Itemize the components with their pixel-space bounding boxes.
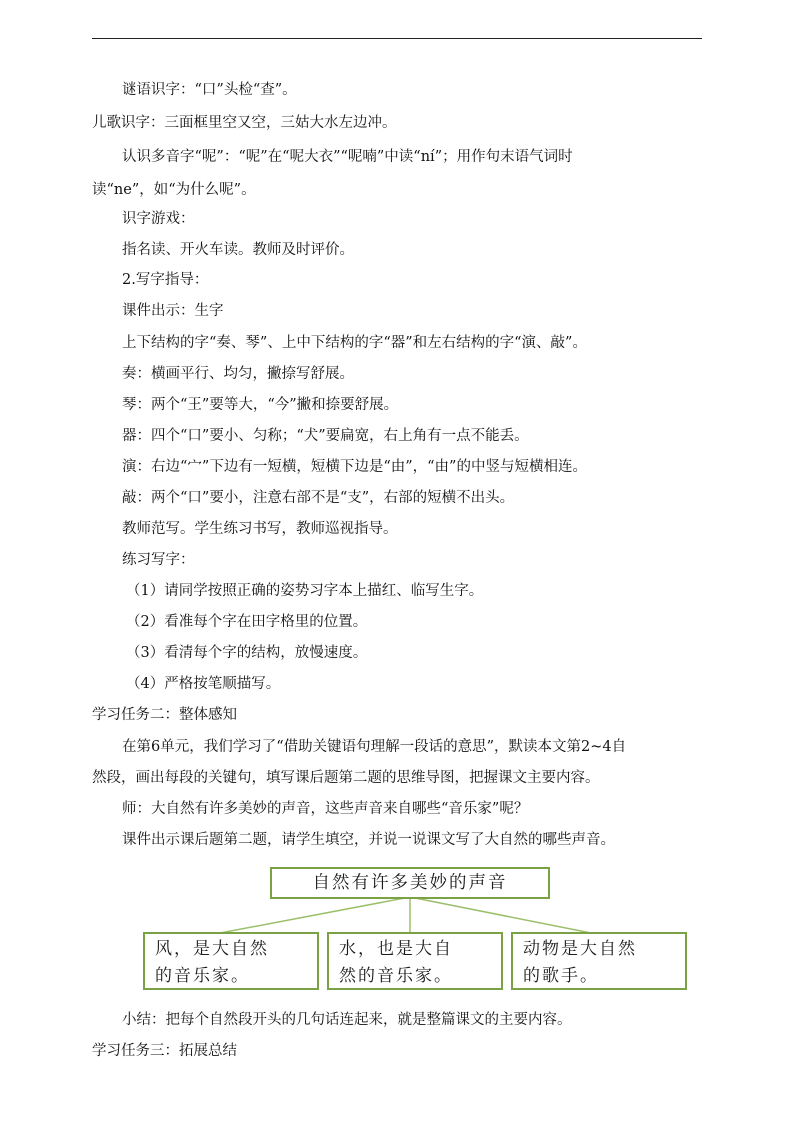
leaf-line: 的歌手。 <box>523 966 599 986</box>
text-line: 教师范写。学生练习书写，教师巡视指导。 <box>122 521 398 537</box>
mind-map-leaf-animals <box>511 932 687 990</box>
mind-map-leaf-water <box>327 932 503 990</box>
text-line: 上下结构的字“奏、琴”、上中下结构的字“器”和左右结构的字“演、敲”。 <box>122 335 587 351</box>
section-heading: 学习任务三：拓展总结 <box>92 1043 237 1059</box>
connector-left <box>215 897 410 934</box>
text-line: （4）严格按笔顺描写。 <box>126 676 281 692</box>
text-line: 认识多音字“呢”：“呢”在“呢大衣”“呢喃”中读“ní”；用作句末语气词时 <box>122 149 573 165</box>
leaf-line: 风，是大自然 <box>155 939 269 959</box>
connector-right <box>410 897 596 934</box>
text-line: 师：大自然有许多美妙的声音，这些声音来自哪些“音乐家”呢？ <box>122 801 529 817</box>
text-line: （2）看准每个字在田字格里的位置。 <box>126 614 368 630</box>
text-line: 课件出示：生字 <box>122 303 224 319</box>
text-line: 儿歌识字：三面框里空又空，三姑大水左边冲。 <box>92 115 397 131</box>
mind-map-root <box>270 867 550 899</box>
text-line: 琴：两个“王”要等大，“今”撇和捺要舒展。 <box>122 397 399 413</box>
leaf-line: 水，也是大自 <box>339 939 453 959</box>
text-line: 识字游戏： <box>122 211 195 227</box>
text-line: 然段，画出每段的关键句，填写课后题第二题的思维导图，把握课文主要内容。 <box>92 770 600 786</box>
text-line: 谜语识字：“口”头检“查”。 <box>122 82 297 98</box>
text-line: 在第6单元，我们学习了“借助关键语句理解一段话的意思”，默读本文第2~4自 <box>122 739 627 755</box>
text-line: 敲：两个“口”要小，注意右部不是“支”，右部的短横不出头。 <box>122 490 515 506</box>
leaf-line: 的音乐家。 <box>155 966 250 986</box>
text-line: 课件出示课后题第二题，请学生填空，并说一说课文写了大自然的哪些声音。 <box>122 832 615 848</box>
text-line: 练习写字： <box>122 552 195 568</box>
text-line: 读“ne”，如“为什么呢”。 <box>92 182 256 198</box>
text-line: 指名读、开火车读。教师及时评价。 <box>122 242 354 258</box>
text-line: 器：四个“口”要小、匀称；“犬”要扁宽，右上角有一点不能丢。 <box>122 428 529 444</box>
mind-map-leaf-wind <box>143 932 319 990</box>
leaf-line: 动物是大自然 <box>523 939 637 959</box>
text-line: 演：右边“宀”下边有一短横，短横下边是“由”，“由”的中竖与短横相连。 <box>122 459 587 475</box>
text-line: 小结：把每个自然段开头的几句话连起来，就是整篇课文的主要内容。 <box>122 1012 572 1028</box>
text-line: （1）请同学按照正确的姿势习字本上描红、临写生字。 <box>126 583 484 599</box>
mind-map-root-text: 自然有许多美妙的声音 <box>312 873 508 893</box>
text-line: 奏：横画平行、均匀，撇捺写舒展。 <box>122 366 354 382</box>
leaf-line: 然的音乐家。 <box>339 966 453 986</box>
section-heading: 学习任务二：整体感知 <box>92 707 237 723</box>
text-line: 2.写字指导： <box>122 272 209 288</box>
text-line: （3）看清每个字的结构，放慢速度。 <box>126 645 368 661</box>
